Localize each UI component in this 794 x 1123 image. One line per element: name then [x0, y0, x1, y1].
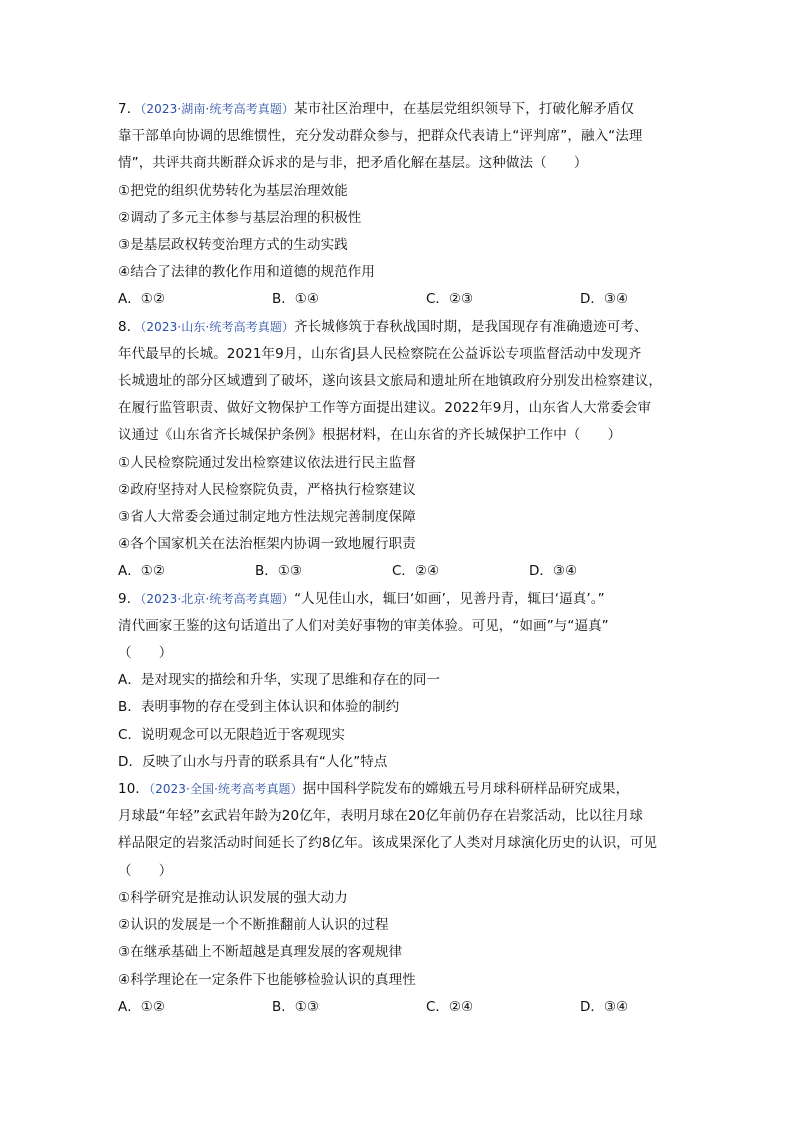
question-stem-line: 在履行监管职责、做好文物保护工作等方面提出建议。2022年9月，山东省人大常委会审 [118, 400, 652, 417]
option-a[interactable]: A．是对现实的描绘和升华，实现了思维和存在的同一 [118, 672, 441, 689]
question-9 [118, 586, 678, 776]
option-b[interactable]: B．表明事物的存在受到主体认识和体验的制约 [118, 699, 400, 716]
question-number: 9． [118, 590, 141, 607]
question-stem-line: （ ） [118, 645, 173, 662]
option-d[interactable]: D．③④ [529, 563, 578, 580]
statement: ②调动了多元主体参与基层治理的积极性 [118, 209, 362, 226]
question-source: （2023·湖南·统考高考真题） [140, 102, 295, 116]
statement: ③在继承基础上不断超越是真理发展的客观规律 [118, 944, 403, 961]
statement: ①把党的组织优势转化为基层治理效能 [118, 182, 348, 199]
option-b[interactable]: B．①③ [272, 998, 319, 1015]
question-stem-line: 月球最“年轻”玄武岩年龄为20亿年，表明月球在20亿年前仍存在岩浆活动，比以往月球 [118, 808, 643, 825]
question-10 [118, 776, 678, 1021]
question-stem-line: 9．（2023·北京·统考高考真题）“人见佳山水，辄曰‘如画’，见善丹青，辄曰‘逼真’。” [118, 590, 605, 607]
question-source: （2023·山东·统考高考真题） [140, 319, 295, 334]
statement: ③是基层政权转变治理方式的生动实践 [118, 237, 348, 254]
option-a[interactable]: A．①② [118, 291, 165, 308]
question-stem-line: 靠干部单向协调的思维惯性，充分发动群众参与，把群众代表请上“评判席”，融入“法理 [118, 128, 643, 145]
answer-options [118, 994, 678, 1021]
question-stem-line: 年代最早的长城。2021年9月，山东省J县人民检察院在公益诉讼专项监督活动中发现齐 [118, 345, 642, 362]
option-c[interactable]: C．②③ [426, 291, 474, 308]
option-c[interactable]: C．②④ [392, 563, 440, 580]
question-number: 7． [118, 101, 141, 117]
question-stem-line: （ ） [118, 862, 173, 879]
document-page [118, 96, 678, 1021]
statement: ③省人大常委会通过制定地方性法规完善制度保障 [118, 509, 416, 526]
answer-options [118, 558, 678, 585]
option-a[interactable]: A．①② [118, 998, 165, 1015]
question-8 [118, 314, 678, 586]
question-stem-line: 情”，共评共商共断群众诉求的是与非，把矛盾化解在基层。这种做法（ ） [118, 155, 588, 172]
option-b[interactable]: B．①④ [272, 291, 319, 308]
question-number: 8． [118, 318, 141, 335]
question-stem-line: 议通过《山东省齐长城保护条例》根据材料，在山东省的齐长城保护工作中（ ） [118, 427, 622, 444]
option-d[interactable]: D．③④ [580, 291, 629, 308]
statement: ②政府坚持对人民检察院负责，严格执行检察建议 [118, 481, 416, 498]
option-c[interactable]: C．②④ [426, 998, 474, 1015]
question-stem-line: 样品限定的岩浆活动时间延长了约8亿年。该成果深化了人类对月球演化历史的认识，可见 [118, 835, 658, 852]
option-d[interactable]: D．反映了山水与丹青的联系具有“人化”特点 [118, 753, 388, 770]
question-stem-line: 7．（2023·湖南·统考高考真题）某市社区治理中，在基层党组织领导下，打破化解矛盾仅 [118, 101, 635, 117]
statement: ④各个国家机关在法治框架内协调一致地履行职责 [118, 536, 416, 553]
answer-options [118, 286, 678, 313]
question-stem-line: 10．（2023·全国·统考高考真题）据中国科学院发布的嫦娥五号月球科研样品研究成果， [118, 781, 630, 798]
option-c[interactable]: C．说明观念可以无限趋近于客观现实 [118, 726, 346, 743]
option-b[interactable]: B．①③ [255, 563, 302, 580]
question-source: （2023·北京·统考高考真题） [140, 591, 295, 606]
question-stem-line: 长城遗址的部分区域遭到了破坏，遂向该县文旅局和遗址所在地镇政府分别发出检察建议， [118, 373, 662, 390]
statement: ②认识的发展是一个不断推翻前人认识的过程 [118, 917, 389, 934]
question-stem-line: 8．（2023·山东·统考高考真题）齐长城修筑于春秋战国时期，是我国现存有准确遗迹可考、 [118, 318, 648, 335]
question-7 [118, 96, 678, 314]
question-stem-line: 清代画家王鉴的这句话道出了人们对美好事物的审美体验。可见，“如画”与“逼真” [118, 617, 609, 634]
question-source: （2023·全国·统考高考真题） [148, 782, 303, 797]
statement: ①科学研究是推动认识发展的强大动力 [118, 889, 348, 906]
statement: ①人民检察院通过发出检察建议依法进行民主监督 [118, 454, 416, 471]
question-number: 10． [118, 781, 149, 798]
option-d[interactable]: D．③④ [580, 998, 629, 1015]
statement: ④结合了法律的教化作用和道德的规范作用 [118, 264, 376, 281]
option-a[interactable]: A．①② [118, 563, 165, 580]
statement: ④科学理论在一定条件下也能够检验认识的真理性 [118, 971, 416, 988]
